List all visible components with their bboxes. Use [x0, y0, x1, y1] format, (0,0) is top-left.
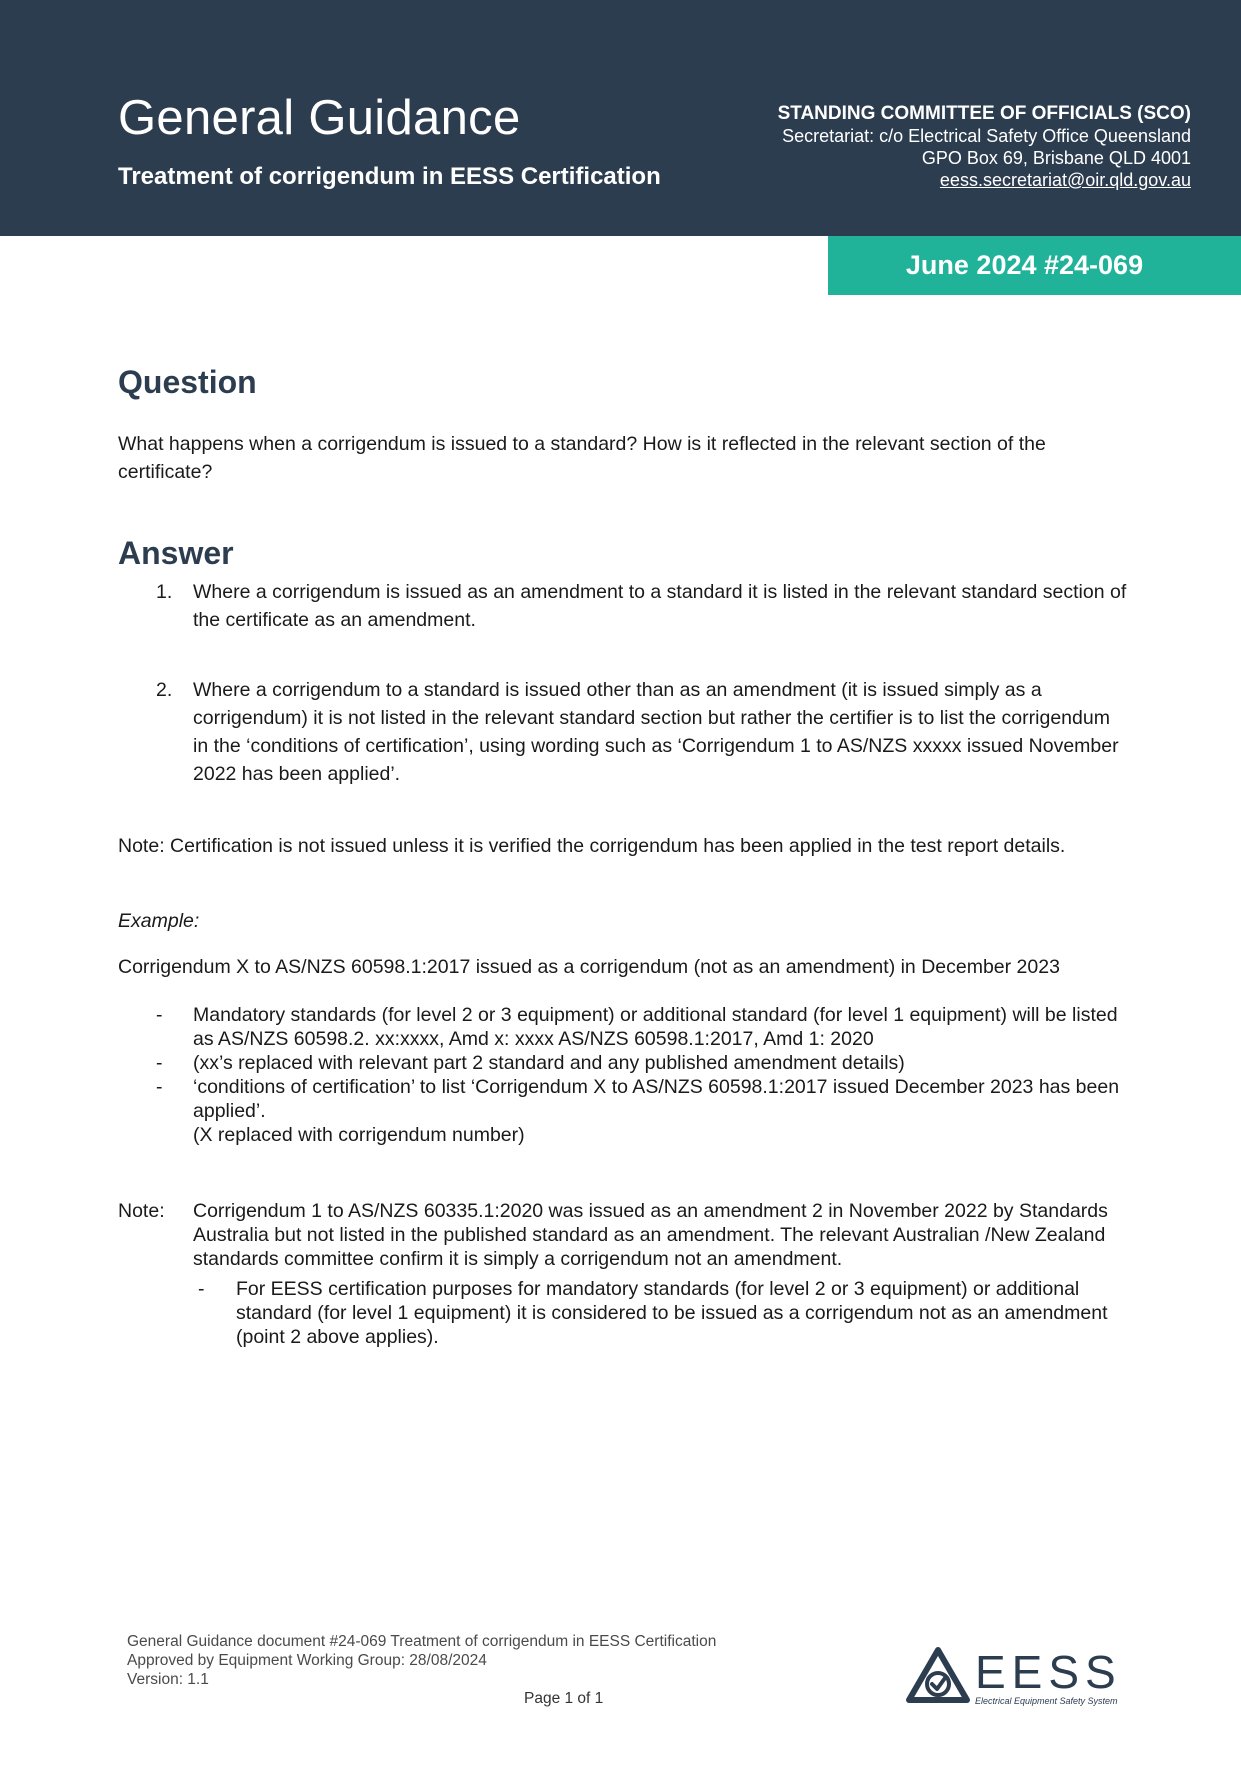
eess-logo-icon	[909, 1650, 967, 1700]
list-item: - ‘conditions of certification’ to list ‘Corrigendum X to AS/NZS 60598.1:2017 issued December 2023 has been applied’.	[156, 1076, 1120, 1122]
corrigendum-note	[118, 1199, 1138, 1349]
list-item: - Mandatory standards (for level 2 or 3 equipment) or additional standard (for level 1 equipment) will be listed as AS/NZS 60598.2. xx:xxxx, Amd x: xxxx AS/NZS 60598.1:2017, Amd 1: 2020	[156, 1004, 1118, 1050]
secretariat-line: Secretariat: c/o Electrical Safety Office Queensland	[782, 126, 1191, 146]
answer-item	[118, 578, 1128, 634]
example-list	[118, 1003, 1138, 1147]
answer-item-number: 2.	[156, 679, 173, 701]
answer-item	[118, 676, 1128, 788]
organisation-name: STANDING COMMITTEE OF OFFICIALS (SCO)	[777, 103, 1191, 124]
answer-item-text: Where a corrigendum to a standard is issued other than as an amendment (it is issued simply as a corrigendum) it is not listed in the relevant standard section but rather the certifier is to list the corrigendum in the ‘conditions of certification’, using wording such as ‘Corrigendum 1 to AS/NZS xxxxx issued November 2022 has been applied’.	[193, 679, 1119, 785]
footer	[127, 1632, 716, 1689]
question-text: What happens when a corrigendum is issued to a standard? How is it reflected in the relevant section of the certificate?	[118, 433, 1046, 483]
document-title: General Guidance	[118, 91, 521, 145]
header-banner	[0, 0, 1241, 236]
question-heading: Question	[118, 364, 257, 400]
date-banner: June 2024 #24-069	[828, 236, 1241, 295]
example-label: Example:	[118, 910, 200, 932]
note-label: Note:	[118, 1200, 165, 1222]
certification-note: Note: Certification is not issued unless it is verified the corrigendum has been applied in the test report details.	[118, 835, 1066, 857]
example-intro: Corrigendum X to AS/NZS 60598.1:2017 issued as a corrigendum (not as an amendment) in December 2023	[118, 956, 1060, 978]
footer-version-line: Version: 1.1	[127, 1671, 209, 1688]
answer-heading: Answer	[118, 535, 234, 571]
footer-approval-line: Approved by Equipment Working Group: 28/08/2024	[127, 1652, 487, 1669]
address-line: GPO Box 69, Brisbane QLD 4001	[921, 148, 1191, 168]
list-item: - (xx’s replaced with relevant part 2 standard and any published amendment details)	[156, 1052, 905, 1074]
answer-item-text: Where a corrigendum is issued as an amendment to a standard it is listed in the relevant standard section of the certificate as an amendment.	[193, 581, 1127, 631]
note-sub-item: - For EESS certification purposes for mandatory standards (for level 2 or 3 equipment) or additional standard (for level 1 equipment) it is considered to be issued as a corrigendum not as an amendment (point 2 above applies).	[198, 1278, 1108, 1348]
email-link[interactable]: eess.secretariat@oir.qld.gov.au	[939, 170, 1191, 190]
page-number: Page 1 of 1	[524, 1690, 604, 1707]
footer-doc-line: General Guidance document #24-069 Treatment of corrigendum in EESS Certification	[127, 1633, 717, 1650]
contact-block	[778, 103, 1191, 191]
eess-logo	[905, 1642, 1155, 1712]
logo-wordmark: EESS	[975, 1646, 1122, 1698]
note-body: Corrigendum 1 to AS/NZS 60335.1:2020 was issued as an amendment 2 in November 2022 by Standards Australia but not listed in the published standard as an amendment. The relevant Australian /New Zealand standards committee confirm it is simply a corrigendum not an amendment.	[193, 1200, 1108, 1270]
list-item-continuation: (X replaced with corrigendum number)	[193, 1124, 525, 1146]
document-subtitle: Treatment of corrigendum in EESS Certification	[118, 163, 661, 190]
logo-tagline: Electrical Equipment Safety System	[975, 1696, 1118, 1706]
answer-item-number: 1.	[156, 581, 173, 603]
